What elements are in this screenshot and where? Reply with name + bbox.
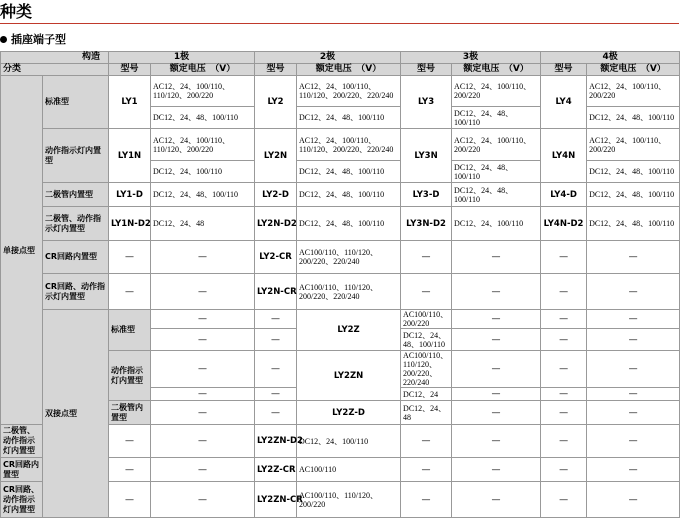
empty-cell: — (541, 482, 587, 518)
header-structure: 构造 (1, 52, 109, 64)
model-cell: LY1-D (109, 183, 151, 207)
empty-cell: — (541, 310, 587, 329)
empty-cell: — (587, 329, 680, 351)
empty-cell: — (541, 425, 587, 458)
category-single-contact: 单接点型 (1, 76, 43, 425)
voltage-cell: AC12、24、100/110、200/220 (587, 129, 680, 161)
subtype-diode-indicator: 二极管、动作指示灯内置型 (43, 207, 109, 241)
voltage-cell: DC12、24、48、100/110 (587, 107, 680, 129)
subtype-cr: CR回路内置型 (1, 458, 43, 482)
section-label: 插座端子型 (11, 33, 66, 46)
model-cell: LY2 (255, 76, 297, 129)
voltage-cell: AC12、24、100/110、200/220 (587, 76, 680, 107)
bullet-icon (0, 36, 7, 43)
header-group-1pole: 1极 (109, 52, 255, 64)
empty-cell: — (151, 425, 255, 458)
model-cell: LY2ZN (297, 351, 401, 401)
subtype-cr: CR回路内置型 (43, 241, 109, 274)
empty-cell: — (151, 274, 255, 310)
empty-cell: — (452, 329, 541, 351)
header-model: 型号 (541, 64, 587, 76)
empty-cell: — (541, 274, 587, 310)
empty-cell: — (255, 310, 297, 329)
empty-cell: — (452, 458, 541, 482)
subtype-diode-indicator: 二极管、动作指示灯内置型 (1, 425, 43, 458)
model-cell: LY2N-D2 (255, 207, 297, 241)
header-voltage: 额定电压 （V） (587, 64, 680, 76)
voltage-cell: AC12、24、100/110、200/220 (452, 76, 541, 107)
title-divider (0, 23, 679, 24)
empty-cell: — (401, 458, 452, 482)
empty-cell: — (151, 351, 255, 388)
header-category: 分类 (1, 64, 109, 76)
header-row-structure (1, 52, 680, 64)
subtype-diode: 二极管内置型 (43, 183, 109, 207)
voltage-cell: DC12、24、48、100/110 (297, 183, 401, 207)
empty-cell: — (109, 458, 151, 482)
empty-cell: — (452, 351, 541, 388)
empty-cell: — (587, 241, 680, 274)
model-cell: LY2N (255, 129, 297, 183)
voltage-cell: AC12、24、100/110、110/120、200/220 (151, 129, 255, 161)
model-cell: LY1N-D2 (109, 207, 151, 241)
model-cell: LY3N (401, 129, 452, 183)
model-cell: LY2-CR (255, 241, 297, 274)
empty-cell: — (255, 401, 297, 425)
subtype-standard: 标准型 (43, 76, 109, 129)
header-group-4pole: 4极 (541, 52, 680, 64)
empty-cell: — (587, 310, 680, 329)
model-cell: LY4N (541, 129, 587, 183)
voltage-cell: DC12、24、48、100/110 (297, 207, 401, 241)
voltage-cell: DC12、24、48、100/110 (452, 183, 541, 207)
header-group-3pole: 3极 (401, 52, 541, 64)
header-group-2pole: 2极 (255, 52, 401, 64)
table-row (1, 274, 680, 310)
header-row-columns (1, 64, 680, 76)
empty-cell: — (452, 401, 541, 425)
empty-cell: — (541, 241, 587, 274)
model-cell: LY4N-D2 (541, 207, 587, 241)
header-model: 型号 (401, 64, 452, 76)
voltage-cell: DC12、24、48 (401, 401, 452, 425)
voltage-cell: DC12、24、48、100/110 (297, 161, 401, 183)
empty-cell: — (541, 401, 587, 425)
relay-types-table (0, 51, 680, 518)
voltage-cell: DC12、24、48、100/110 (587, 161, 680, 183)
empty-cell: — (151, 388, 255, 401)
voltage-cell: AC100/110、110/120、200/220 (297, 482, 401, 518)
empty-cell: — (255, 351, 297, 388)
empty-cell: — (541, 458, 587, 482)
empty-cell: — (401, 425, 452, 458)
empty-cell: — (541, 329, 587, 351)
voltage-cell: DC12、24 (401, 388, 452, 401)
header-model: 型号 (109, 64, 151, 76)
voltage-cell: AC100/110、200/220 (401, 310, 452, 329)
model-cell: LY3-D (401, 183, 452, 207)
voltage-cell: DC12、24、48、100/110 (452, 107, 541, 129)
model-cell: LY2ZN-CR (255, 482, 297, 518)
empty-cell: — (255, 329, 297, 351)
relay-types-table-wrap (0, 51, 680, 518)
voltage-cell: AC100/110、110/120、200/220、220/240 (297, 241, 401, 274)
empty-cell: — (151, 458, 255, 482)
table-row (1, 207, 680, 241)
section-heading (0, 32, 66, 48)
model-cell: LY2Z-D (297, 401, 401, 425)
empty-cell: — (109, 241, 151, 274)
empty-cell: — (587, 388, 680, 401)
empty-cell: — (109, 425, 151, 458)
model-cell: LY4 (541, 76, 587, 129)
empty-cell: — (587, 425, 680, 458)
header-voltage: 额定电压 （V） (452, 64, 541, 76)
empty-cell: — (151, 482, 255, 518)
page-title: 种类 (0, 2, 33, 21)
model-cell: LY1N (109, 129, 151, 183)
empty-cell: — (452, 241, 541, 274)
empty-cell: — (151, 329, 255, 351)
voltage-cell: DC12、24、48、100/110 (401, 329, 452, 351)
empty-cell: — (452, 274, 541, 310)
table-row (1, 310, 680, 329)
empty-cell: — (151, 401, 255, 425)
empty-cell: — (587, 482, 680, 518)
empty-cell: — (452, 310, 541, 329)
voltage-cell: DC12、24、100/110 (297, 425, 401, 458)
voltage-cell: DC12、24、48、100/110 (151, 107, 255, 129)
model-cell: LY4-D (541, 183, 587, 207)
subtype-standard: 标准型 (109, 310, 151, 351)
subtype-indicator: 动作指示灯内置型 (43, 129, 109, 183)
empty-cell: — (151, 241, 255, 274)
voltage-cell: DC12、24、48 (151, 207, 255, 241)
subtype-indicator: 动作指示灯内置型 (109, 351, 151, 401)
model-cell: LY2N-CR (255, 274, 297, 310)
empty-cell: — (255, 388, 297, 401)
subtype-cr-indicator: CR回路、动作指示灯内置型 (43, 274, 109, 310)
voltage-cell: DC12、24、48、100/110 (297, 107, 401, 129)
voltage-cell: AC12、24、100/110、110/120、200/220、220/240 (297, 76, 401, 107)
voltage-cell: DC12、24、100/110 (151, 161, 255, 183)
model-cell: LY2-D (255, 183, 297, 207)
empty-cell: — (541, 351, 587, 388)
table-row (1, 76, 680, 107)
model-cell: LY3 (401, 76, 452, 129)
model-cell: LY2ZN-D2 (255, 425, 297, 458)
category-double-contact: 双接点型 (43, 310, 109, 518)
empty-cell: — (401, 241, 452, 274)
voltage-cell: AC100/110 (297, 458, 401, 482)
empty-cell: — (452, 482, 541, 518)
voltage-cell: AC100/110、110/120、200/220、220/240 (401, 351, 452, 388)
voltage-cell: AC100/110、110/120、200/220、220/240 (297, 274, 401, 310)
empty-cell: — (587, 351, 680, 388)
empty-cell: — (401, 274, 452, 310)
empty-cell: — (401, 482, 452, 518)
voltage-cell: DC12、24、48、100/110 (452, 161, 541, 183)
empty-cell: — (587, 401, 680, 425)
table-row (1, 129, 680, 161)
voltage-cell: DC12、24、48、100/110 (587, 183, 680, 207)
empty-cell: — (541, 388, 587, 401)
empty-cell: — (452, 425, 541, 458)
empty-cell: — (587, 274, 680, 310)
empty-cell: — (109, 274, 151, 310)
voltage-cell: DC12、24、48、100/110 (151, 183, 255, 207)
voltage-cell: DC12、24、48、100/110 (587, 207, 680, 241)
table-row (1, 241, 680, 274)
empty-cell: — (109, 482, 151, 518)
subtype-diode: 二极管内置型 (109, 401, 151, 425)
header-voltage: 额定电压 （V） (297, 64, 401, 76)
voltage-cell: AC12、24、100/110、200/220 (452, 129, 541, 161)
voltage-cell: DC12、24、100/110 (452, 207, 541, 241)
empty-cell: — (452, 388, 541, 401)
model-cell: LY1 (109, 76, 151, 129)
empty-cell: — (151, 310, 255, 329)
voltage-cell: AC12、24、100/110、110/120、200/220 (151, 76, 255, 107)
table-row (1, 183, 680, 207)
voltage-cell: AC12、24、100/110、110/120、200/220、220/240 (297, 129, 401, 161)
empty-cell: — (587, 458, 680, 482)
header-voltage: 额定电压 （V） (151, 64, 255, 76)
header-model: 型号 (255, 64, 297, 76)
model-cell: LY3N-D2 (401, 207, 452, 241)
model-cell: LY2Z-CR (255, 458, 297, 482)
model-cell: LY2Z (297, 310, 401, 351)
subtype-cr-indicator: CR回路、动作指示灯内置型 (1, 482, 43, 518)
